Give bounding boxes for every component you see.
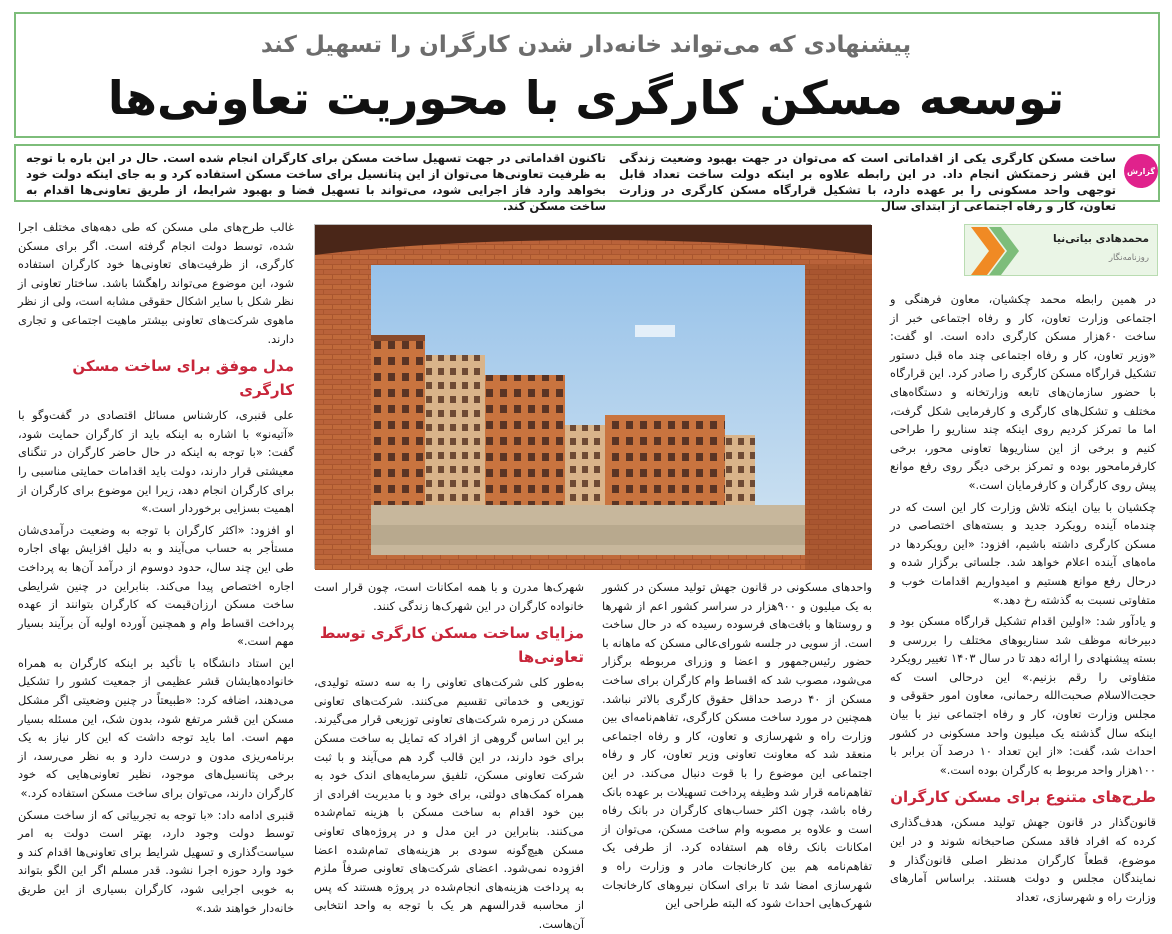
paragraph: شهرک‌ها مدرن و با همه امکانات است، چون قرار است خانواده کارگران در این شهرک‌ها زندگی کنند. — [314, 580, 584, 613]
housing-photo — [314, 224, 871, 569]
lead-box — [14, 144, 1160, 213]
report-badge: گزارش — [1124, 154, 1158, 188]
paragraph: قنبری ادامه داد: «با توجه به تجربیاتی که از ساخت مسکن توسط دولت وجود دارد، بهتر است دولت به امر سیاست‌گذاری و تسهیل شرایط برای تعاونی‌ها اقدام کند و خود وارد حوزه اجرا نشود. قدر مسلم اگر این الگو بتواند به خوبی اجرایی شود، کارگران بسیاری از این طریق خانه‌دار خواهند شد.» — [18, 807, 294, 915]
column-mid-right — [602, 578, 873, 911]
paragraph: چکشیان با بیان اینکه تلاش وزارت کار این است که در چندماه آینده رویکرد جدید و بسته‌های اختصاصی در مسکن کارگری داشته باشیم، افزود: «این رویکردها در ماه‌های آینده اعلام خواهد شد. جلساتی برگزار شده و درحال رفع موانع هستیم و امیدواریم اقدامات خوب و متفاوتی نسبت به گذشته رخ دهد.» — [890, 499, 1156, 607]
paragraph: واحدهای مسکونی در قانون جهش تولید مسکن در کشور به یک میلیون و ۹۰۰هزار در سراسر کشور اعم از شهرها و روستاها و بافت‌های فرسوده رسیده که در حال ساخت است. از سویی در جلسه شورای‌عالی مسکن که ماهانه با حضور رئیس‌جمهور و اعضا و وزرای مربوطه برگزار می‌شود، مصوب شد که اقساط وام کارگران برای ساخت مسکن از ۴۰ درصد حداقل حقوق کارگری بالاتر نباشد. همچنین در مورد ساخت مسکن کارگری، تفاهم‌نامه‌ای بین وزارت راه و شهرسازی و تعاون، کار و رفاه اجتماعی منعقد شد که معاونت تعاونی وزیر تعاون، کار و رفاه اجتماعی این موضوع را با قوت دنبال می‌کند. در این تفاهم‌نامه قرار شد وظیفه پرداخت تسهیلات بر عهده بانک رفاه باشد، چون اکثر حساب‌های کارگران در بانک رفاه است و علاوه بر مصوبه وام ساخت مسکن، می‌توان از امکانات بانک رفاه هم استفاده کرد. از طرفی یک تفاهم‌نامه هم بین کارخانجات مادر و وزارت راه و شهرسازی امضا شد تا برای اسکان نیروهای کارخانجات شهرک‌هایی احداث شود که البته طراحی این — [602, 580, 873, 911]
lead-text-left: تاکنون اقداماتی در جهت تسهیل ساخت مسکن برای کارگران انجام شده است. حال در این باره با توجه به ظرفیت تعاونی‌ها می‌توان از این پتانسیل برای ساخت مسکن استفاده کرد و به جای اینکه دولت خود بخواهد وارد فاز اجرایی شود، می‌تواند با تسهیل فضا و بهبود شرایط، از طریق تعاونی‌ها اقدام به ساخت مسکن کند. — [26, 151, 606, 213]
lead-text-right: ساخت مسکن کارگری یکی از اقداماتی است که می‌توان در جهت بهبود وضعیت زندگی این قشر زحمتکش انجام داد. در این رابطه علاوه بر اینکه دولت ساخت تعداد قابل توجهی واحد مسکونی را بر عهده دارد، با تشکیل قرارگاه مسکن کارگری در وزارت تعاون، کار و رفاه اجتماعی از ابتدای سال — [619, 151, 1116, 213]
column-right — [890, 290, 1156, 904]
column-mid-left — [314, 578, 584, 931]
paragraph: این استاد دانشگاه با تأکید بر اینکه کارگران به همراه خانواده‌هایشان قشر عظیمی از جمعیت کشور را تشکیل می‌دهند، اضافه کرد: «طبیعتاً در چنین وضعیتی اگر مشکل مسکن این قشر مرتفع شود، بدون شک، این مسئله بسیار مهم است. اما باید توجه داشت که این کار نیاز به یک برنامه‌ریزی مدون و درست دارد و به نظر می‌رسد، از برخی پتانسیل‌های موجود، نظیر تعاونی‌هایی که خود کارگران دارند، می‌توان برای ساخت مسکن استفاده کرد.» — [18, 655, 294, 801]
paragraph: او افزود: «اکثر کارگران با توجه به وضعیت درآمدی‌شان مستأجر به حساب می‌آیند و به دلیل افزایش بهای اجاره طی این چند سال، حدود دوسوم از درآمد آن‌ها به پرداخت اجاره اختصاص پیدا می‌کند. بنابراین در چنین شرایطی ساخت مسکن ارزان‌قیمت که کارگران بتوانند از عهده پرداخت اقساط وام و همچنین آورده اولیه آن برآیند بسیار مهم است.» — [18, 522, 294, 649]
paragraph: علی قنبری، کارشناس مسائل اقتصادی در گفت‌وگو با «آتیه‌نو» با اشاره به اینکه باید از کارگران حمایت شود، گفت: «با توجه به اینکه در حال حاضر کارگران در تنگنای معیشتی قرار دارند، دولت باید اقدامات حمایتی مناسبی را برای کارگران انجام دهد، زیرا این موضوع برای کارگران از اهمیت بسزایی برخوردار است.» — [18, 408, 294, 516]
paragraph: غالب طرح‌های ملی مسکن که طی دهه‌های مختلف اجرا شده، توسط دولت انجام گرفته است. اگر برای مسکن کارگری، از ظرفیت‌های تعاونی‌ها خود کارگران استفاده شود، این موضوع می‌تواند راهگشا باشد. ساختار تعاونی از نظر شکل با سایر اشکال حقوقی مشابه است، ولی از نظر ماهوی شرکت‌های تعاونی بیشتر ماهیت اجتماعی و تجاری دارند. — [18, 220, 294, 346]
paragraph: در همین رابطه محمد چکشیان، معاون فرهنگی و اجتماعی وزارت تعاون، کار و رفاه اجتماعی خبر از ساخت ۶۰هزار مسکن کارگری داده است. او گفت: «وزیر تعاون، کار و رفاه اجتماعی چند ماه قبل دستور تشکیل قرارگاه مسکن کارگری را صادر کرد. این قرارگاه با حضور سازمان‌های تابعه وزارتخانه و دستگاه‌های مختلف و تشکل‌های کارگری و کارفرمایی شکل گرفت، اما ما تمرکز کردیم روی اینکه چند سناریو را طراحی کنیم و برخی از این سناریوها تعاونی محور، برخی کارفرمامحور بوده و تمرکز برخی دیگر روی رفع موانع پیش روی کارگران و کارفرمایان است.» — [890, 292, 1156, 492]
paragraph: به‌طور کلی شرکت‌های تعاونی را به سه دسته تولیدی، توزیعی و خدماتی تقسیم می‌کنند. شرکت‌های تعاونی مسکن در زمره شرکت‌های تعاونی توزیعی قرار می‌گیرند. بر این اساس گروهی از افراد که تمایل به ساخت مسکن برای خود دارند، در این قالب گرد هم می‌آیند و با ثبت شرکت تعاونی مسکن، تلفیق سرمایه‌های اندک خود به همراه کمک‌های دولتی، برای خود و با مدیریت افرادی از بین خود اقدام به ساخت مسکن با هزینه تمام‌شده می‌کنند. بنابراین در این مدل و در پروژه‌های تعاونی مسکن هیچ‌گونه سودی بر هزینه‌های تمام‌شده اعضا افزوده نمی‌شود. اعضای شرکت‌های تعاونی صرفاً ملزم به پرداخت هزینه‌های انجام‌شده در پروژه هستند که پس از محاسبه قدرالسهم هر یک با توجه به واحد انتخابی آن‌هاست. — [314, 675, 584, 931]
paragraph: قانون‌گذار در قانون جهش تولید مسکن، هدف‌گذاری کرده که افراد فاقد مسکن صاحبخانه شوند و در این موضوع، قطعاً کارگران مدنظر اصلی قانون‌گذار و نمایندگان مجلس و دولت هستند. براساس آمارهای وزارت راه و شهرسازی، تعداد — [890, 815, 1156, 904]
author-box — [964, 224, 1158, 276]
author-role: روزنامه‌نگار — [1108, 253, 1149, 263]
kicker: پیشنهادی که می‌تواند خانه‌دار شدن کارگران را تسهیل کند — [260, 32, 912, 58]
paragraph: و یادآور شد: «اولین اقدام تشکیل قرارگاه مسکن بود و دبیرخانه موظف شد سناریوهای مختلف را بررسی و بسته پیشنهادی را ارائه دهد تا در سال ۱۴۰۳ تغییر رویکرد متفاوتی را رقم بزنیم.» این درحالی است که حجت‌الاسلام صحبت‌الله رحمانی، معاون امور حقوقی و مجلس وزارت تعاون، کار و رفاه اجتماعی نیز با بیان اینکه سال گذشته یک میلیون واحد مسکونی در کشور احداث شد، گفت: «از این تعداد ۱۰ درصد آن برابر با ۱۰۰هزار واحد مربوط به کارگران بوده است.» — [890, 614, 1157, 777]
headline: توسعه مسکن کارگری با محوریت تعاونی‌ها — [107, 71, 1065, 125]
subheading: مزایای ساخت مسکن کارگری توسط تعاونی‌ها — [319, 624, 584, 667]
subheading: مدل موفق برای ساخت مسکن کارگری — [72, 357, 294, 400]
column-left — [18, 218, 294, 915]
chevron-ornament-icon — [965, 225, 1025, 277]
author-name: محمدهادی بیاتی‌نیا — [1053, 233, 1149, 245]
subheading: طرح‌های متنوع برای مسکن کارگران — [890, 788, 1156, 807]
